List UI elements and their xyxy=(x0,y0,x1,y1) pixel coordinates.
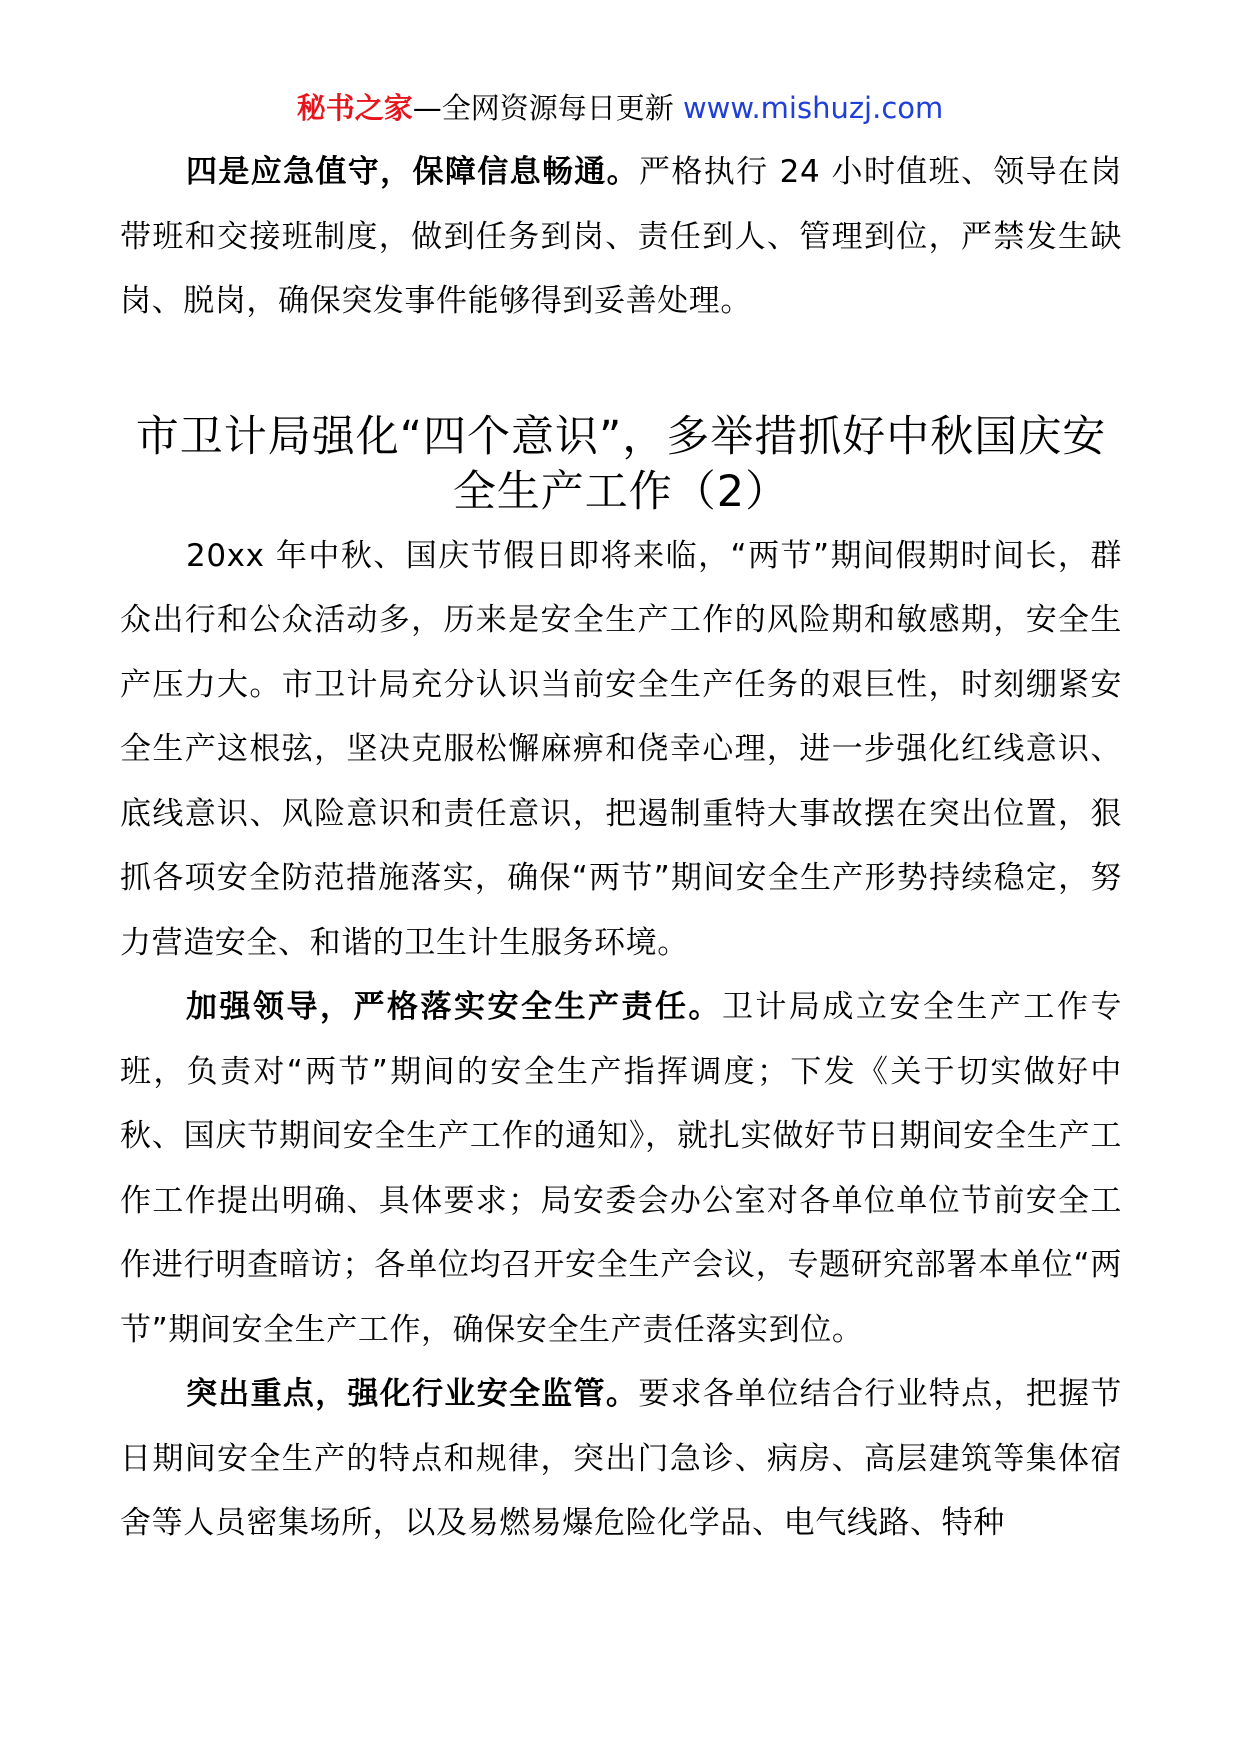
paragraph-text: 严格执行 24 小时值班、领导在岗带班和交接班制度，做到任务到岗、责任到人、管理到位，严禁发生缺岗、脱岗，确保突发事件能够得到妥善处理。 xyxy=(120,154,1122,319)
paragraph-text: 要求各单位结合行业特点，把握节日期间安全生产的特点和规律，突出门急诊、病房、高层建筑等集体宿舍等人员密集场所，以及易燃易爆危险化学品、电气线路、特种 xyxy=(120,1376,1122,1541)
paragraph xyxy=(120,524,1122,976)
paragraph-lead: 突出重点，强化行业安全监管。 xyxy=(186,1376,639,1412)
paragraph xyxy=(120,1362,1122,1556)
paragraph-text: 20xx 年中秋、国庆节假日即将来临，“两节”期间假期时间长，群众出行和公众活动多，历来是安全生产工作的风险期和敏感期，安全生产压力大。市卫计局充分认识当前安全生产任务的艰巨性，时刻绷紧安全生产这根弦，坚决克服松懈麻痹和侥幸心理，进一步强化红线意识、底线意识、风险意识和责任意识，把遏制重特大事故摆在突出位置，狠抓各项安全防范措施落实，确保“两节”期间安全生产形势持续稳定，努力营造安全、和谐的卫生计生服务环境。 xyxy=(120,537,1122,961)
paragraph-lead: 加强领导，严格落实安全生产责任。 xyxy=(186,989,722,1025)
site-header xyxy=(0,88,1240,128)
paragraph-lead: 四是应急值守，保障信息畅通。 xyxy=(186,154,640,190)
brand-name: 秘书之家 xyxy=(296,91,413,125)
paragraph-text: 卫计局成立安全生产工作专班，负责对“两节”期间的安全生产指挥调度；下发《关于切实做好中秋、国庆节期间安全生产工作的通知》，就扎实做好节日期间安全生产工作工作提出明确、具体要求；局安委会办公室对各单位单位节前安全工作进行明查暗访；各单位均召开安全生产会议，专题研究部署本单位“两节”期间安全生产工作，确保安全生产责任落实到位。 xyxy=(120,989,1122,1348)
paragraph xyxy=(120,975,1122,1362)
article-title: 市卫计局强化“四个意识”，多举措抓好中秋国庆安全生产工作（2） xyxy=(135,411,1107,517)
document-body xyxy=(120,140,1122,1556)
site-url[interactable]: www.mishuzj.com xyxy=(682,91,944,125)
paragraph xyxy=(120,140,1122,334)
header-tagline: —全网资源每日更新 xyxy=(412,91,683,125)
